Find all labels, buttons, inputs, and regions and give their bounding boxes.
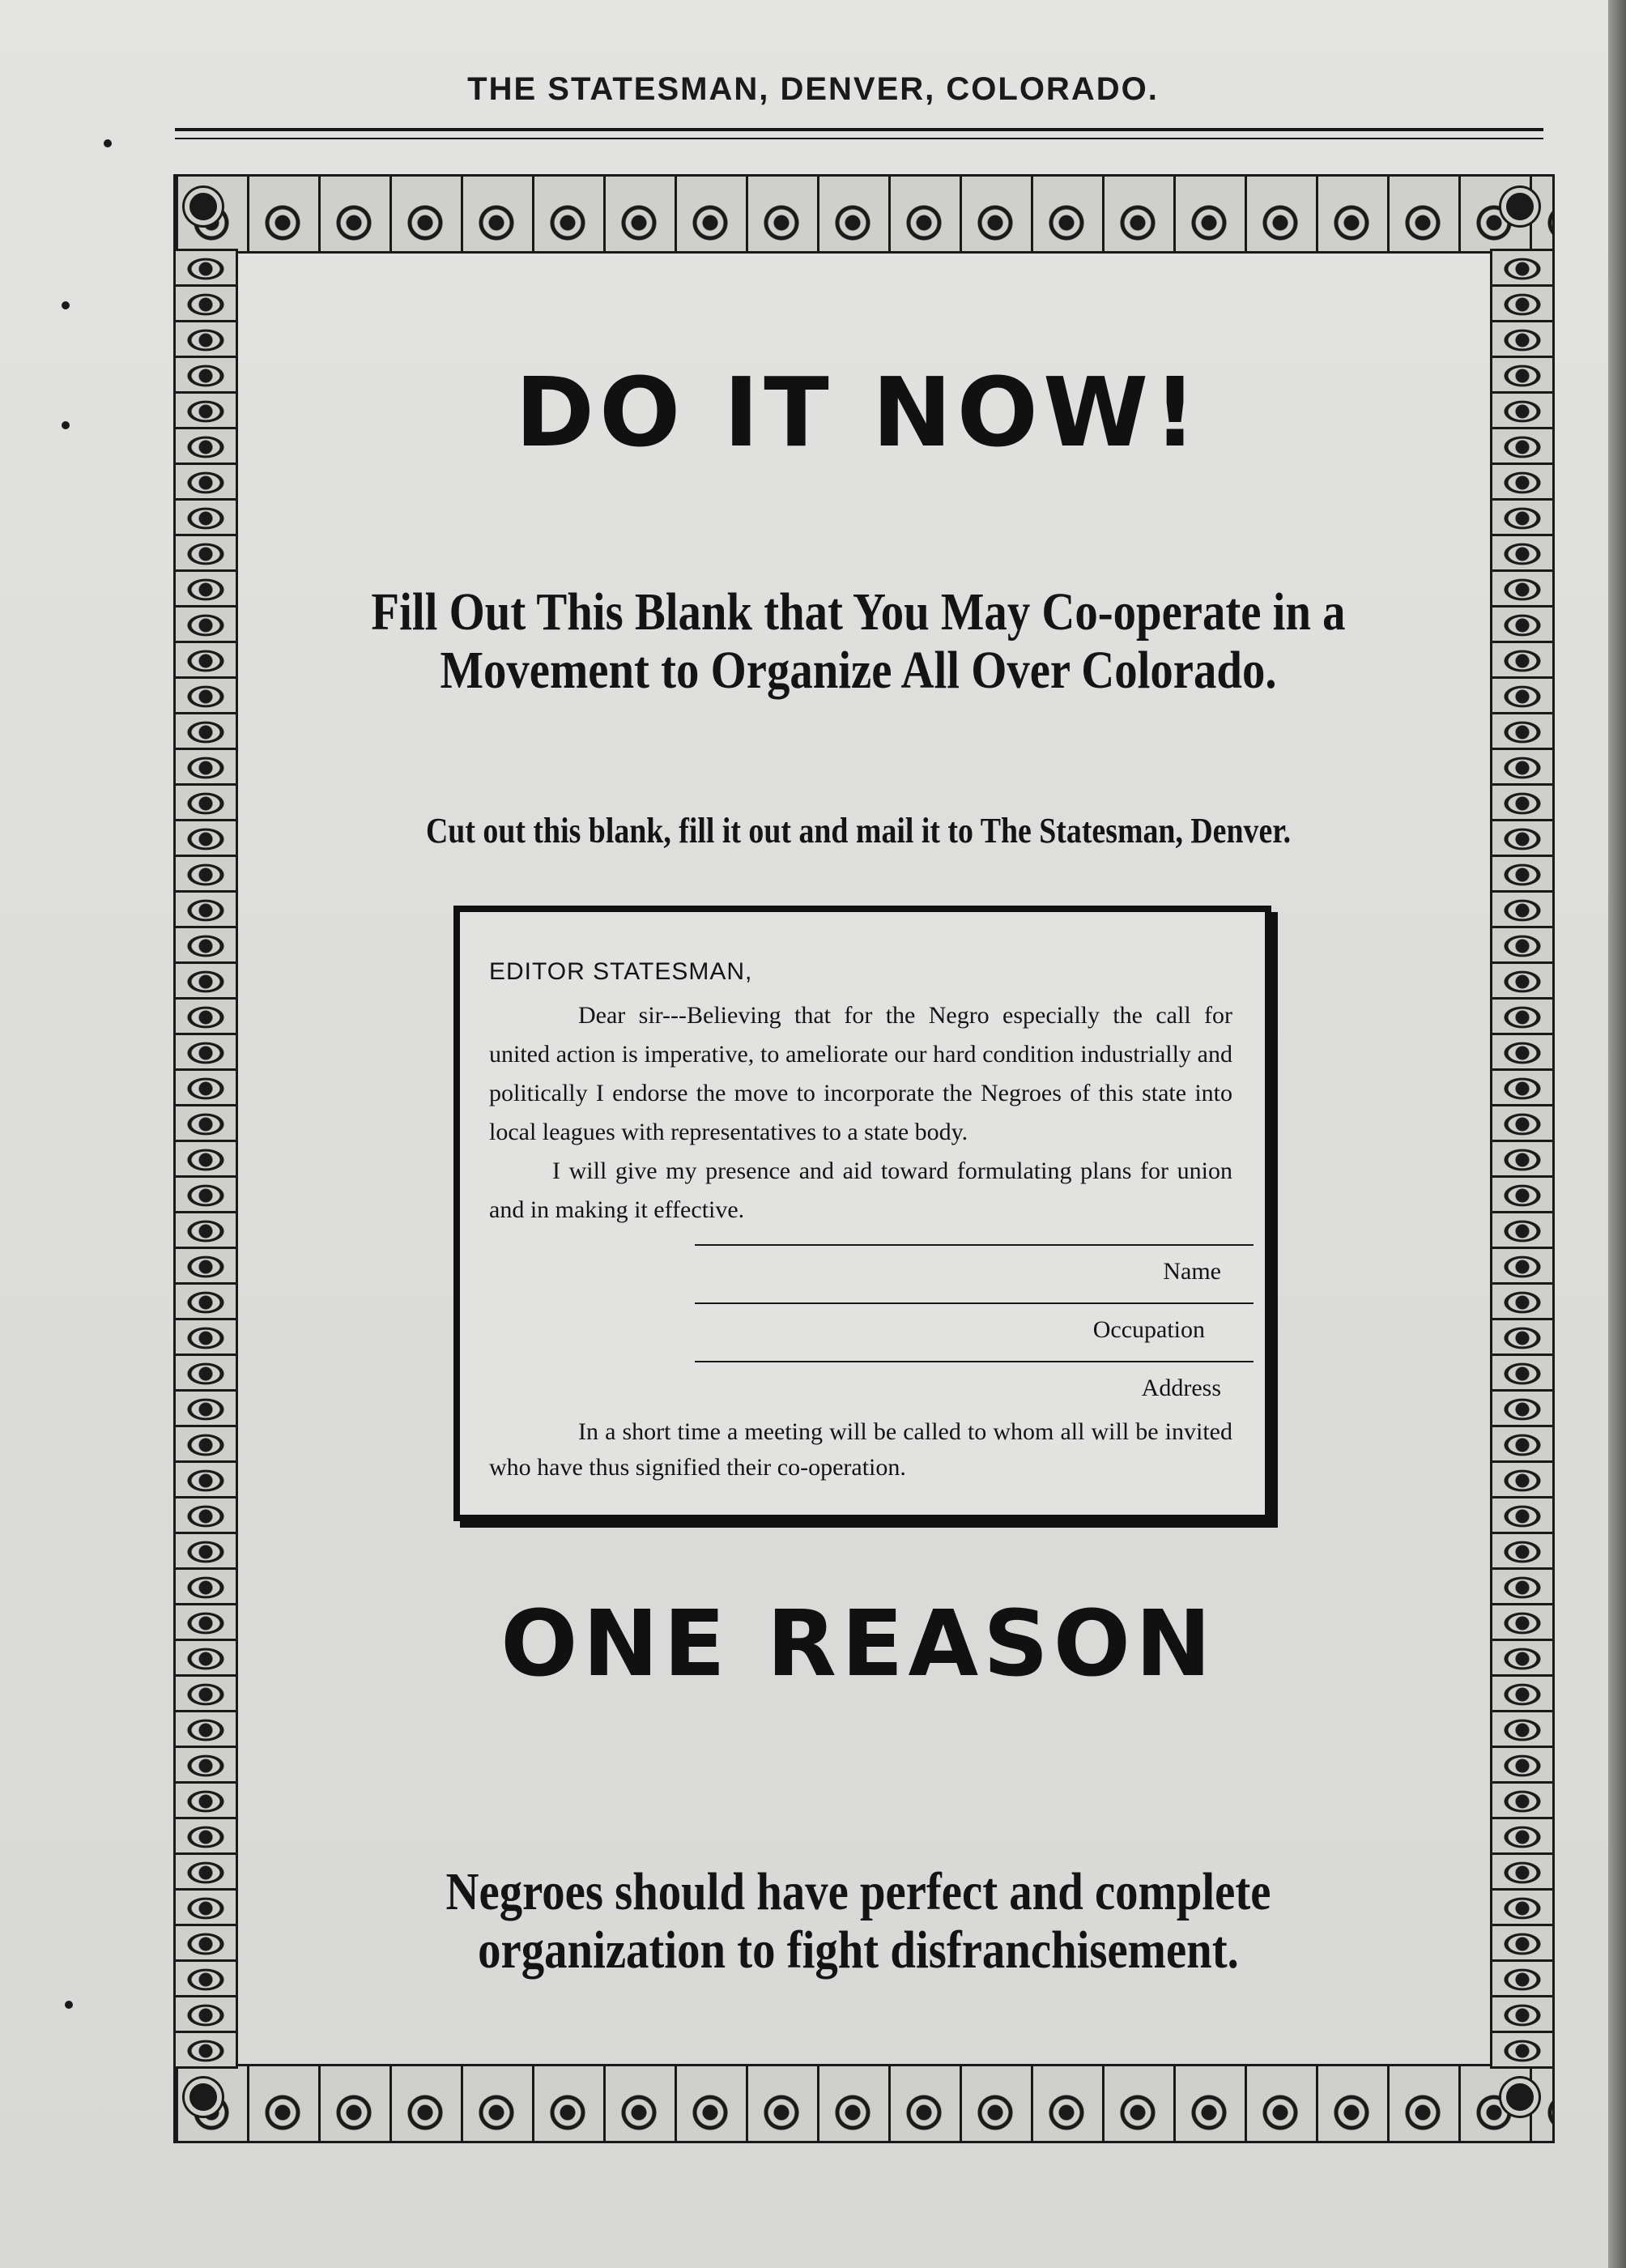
address-field[interactable] [695, 1361, 1254, 1419]
corner-ornament-icon [1501, 188, 1539, 225]
address-label: Address [1141, 1375, 1221, 1401]
coupon-paragraph-1: Dear sir---Believing that for the Negro especially the call for united action is imperative, to ameliorate our hard condition industrially and politically I endorse the move to incorporate the Negroes of this state into local leagues with representatives to a state body. [489, 1002, 1232, 1145]
corner-ornament-icon [1501, 2078, 1539, 2116]
ornamental-border-left [173, 249, 238, 2069]
mail-in-coupon [453, 906, 1271, 1521]
ornamental-border-right [1490, 249, 1555, 2069]
paper-speck [104, 139, 112, 147]
headline-one-reason: ONE REASON [500, 1592, 1216, 1697]
paper-speck [62, 301, 70, 309]
masthead: THE STATESMAN, DENVER, COLORADO. [467, 71, 1159, 107]
reason-text: Negroes should have perfect and complete organization to fight disfranchisement. [445, 1862, 1271, 1980]
headline-do-it-now: DO IT NOW! [515, 356, 1202, 468]
occupation-field[interactable] [695, 1302, 1254, 1361]
header-rule-thin [175, 138, 1543, 139]
occupation-line [695, 1302, 1254, 1304]
ornamental-border-top [173, 174, 1555, 254]
subheadline: Fill Out This Blank that You May Co-operate in a Movement to Organize All Over Colorado. [371, 582, 1346, 700]
address-line [695, 1361, 1254, 1362]
coupon-footer: In a short time a meeting will be called to whom all will be invited who have thus signified their co-operation. [489, 1418, 1232, 1481]
coupon-addressee: EDITOR STATESMAN, [489, 958, 753, 985]
header-rule [175, 128, 1543, 131]
name-line [695, 1244, 1254, 1246]
name-label: Name [1163, 1258, 1221, 1285]
ornamental-border-bottom [173, 2064, 1555, 2143]
instruction-text: Cut out this blank, fill it out and mail it to The Statesman, Denver. [425, 811, 1292, 850]
page-edge-shadow [1608, 0, 1626, 2268]
corner-ornament-icon [185, 188, 222, 225]
coupon-paragraph-2: I will give my presence and aid toward formulating plans for union and in making it effective. [489, 1157, 1232, 1223]
name-field[interactable] [695, 1244, 1254, 1302]
paper-speck [65, 2001, 73, 2009]
paper-speck [62, 421, 70, 429]
occupation-label: Occupation [1092, 1316, 1205, 1343]
coupon-fields [695, 1244, 1254, 1419]
corner-ornament-icon [185, 2078, 222, 2116]
